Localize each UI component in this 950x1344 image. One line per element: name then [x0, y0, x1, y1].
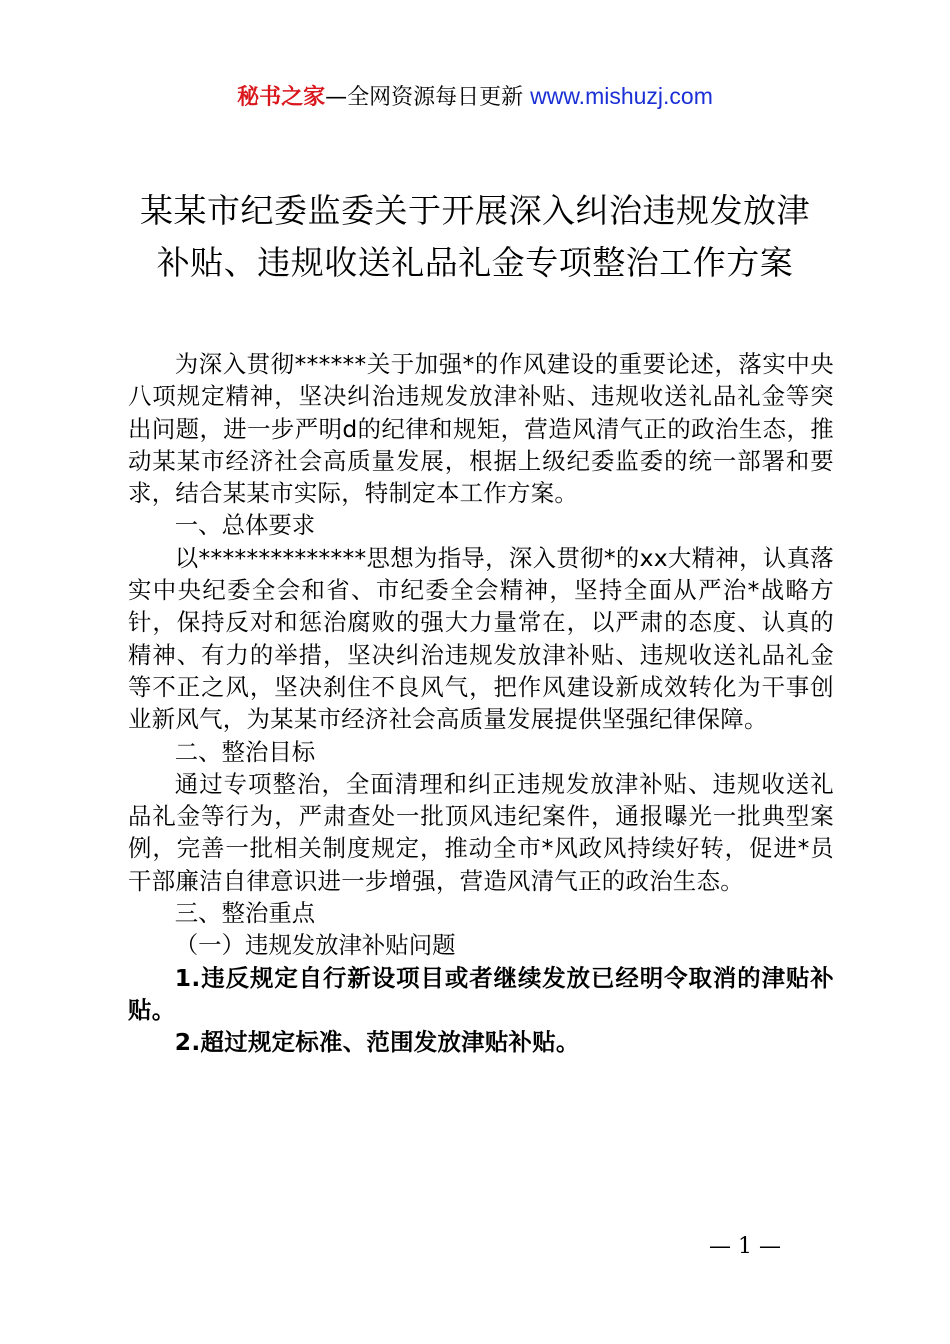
list-item-2: 2.超过规定标准、范围发放津贴补贴。: [174, 1028, 580, 1057]
banner-tagline: —全网资源每日更新: [325, 85, 531, 110]
section-paragraph-goals: 通过专项整治，全面清理和纠正违规发放津补贴、违规收送礼品礼金等行为，严肃查处一批顶风违纪案件，通报曝光一批典型案例，完善一批相关制度规定，推动全市*风政风持续好转，促进*员干部廉洁自律意识进一步增强，营造风清气正的政治生态。: [128, 769, 834, 895]
site-banner: [0, 80, 950, 114]
document-title: [100, 185, 850, 289]
section-heading-goals: 二、整治目标: [174, 737, 316, 766]
section-heading-general-requirements: 一、总体要求: [174, 511, 316, 540]
subsection-heading-allowances: （一）违规发放津补贴问题: [174, 931, 456, 960]
list-item-1: 1.违反规定自行新设项目或者继续发放已经明令取消的津贴补贴。: [128, 963, 834, 1024]
intro-paragraph: 为深入贯彻******关于加强*的作风建设的重要论述，落实中央八项规定精神，坚决纠治违规发放津补贴、违规收送礼品礼金等突出问题，进一步严明d的纪律和规矩，营造风清气正的政治生态，推动某某市经济社会高质量发展，根据上级纪委监委的统一部署和要求，结合某某市实际，特制定本工作方案。: [128, 350, 834, 508]
title-line-2: 补贴、违规收送礼品礼金专项整治工作方案: [156, 243, 794, 282]
brand-name: 秘书之家: [237, 85, 326, 110]
document-body: [128, 348, 834, 1059]
page-number: — 1 —: [709, 1234, 781, 1259]
title-line-1: 某某市纪委监委关于开展深入纠治违规发放津: [140, 191, 810, 230]
section-paragraph-general-requirements: 以**************思想为指导，深入贯彻*的xx大精神，认真落实中央纪委全会和省、市纪委全会精神，坚持全面从严治*战略方针，保持反对和惩治腐败的强大力量常在，以严肃的态度、认真的精神、有力的举措，坚决纠治违规发放津补贴、违规收送礼品礼金等不正之风，坚决刹住不良风气，把作风建设新成效转化为干事创业新风气，为某某市经济社会高质量发展提供坚强纪律保障。: [128, 543, 834, 734]
section-heading-focus: 三、整治重点: [174, 899, 316, 928]
site-url-link[interactable]: www.mishuzj.com: [530, 83, 713, 109]
